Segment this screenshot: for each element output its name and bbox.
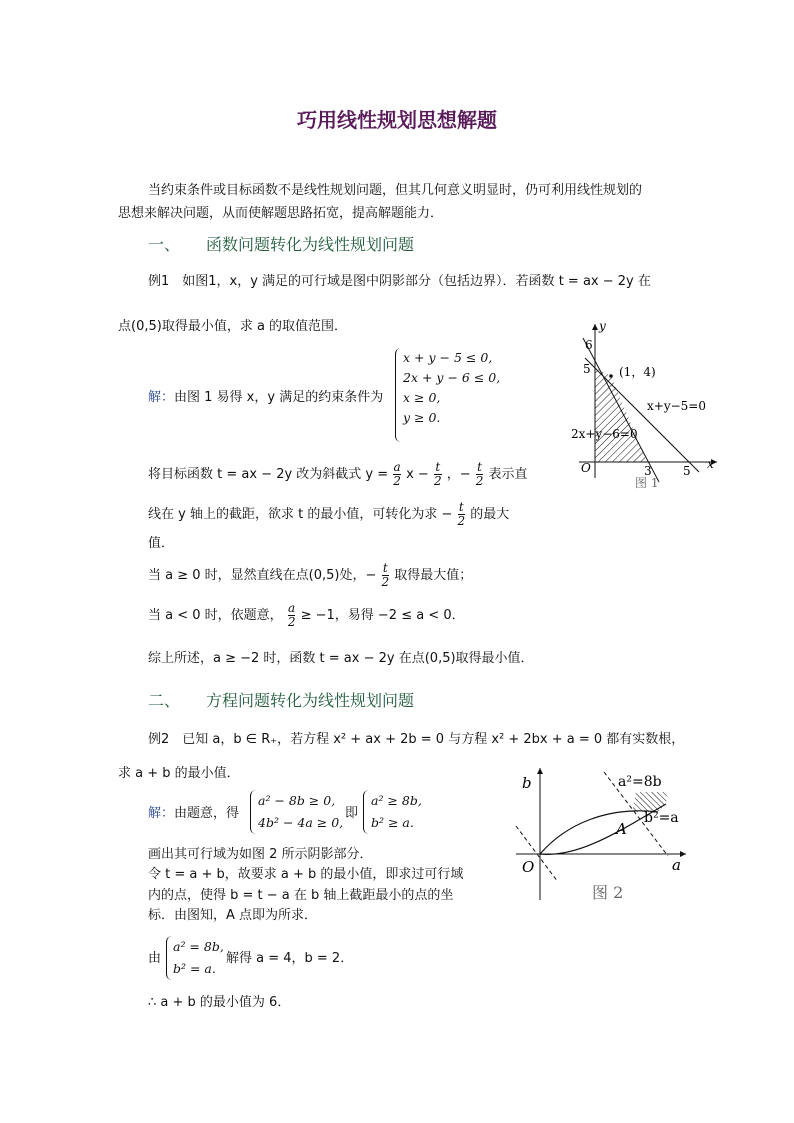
system-2-brace: [363, 790, 370, 834]
text-fragment: 表示直: [488, 467, 528, 482]
solution-1-text: 由图 1 易得 x，y 满足的约束条件为: [174, 390, 384, 405]
solution-2-line-5: 内的点，使得 b = t − a 在 b 轴上截距最小的点的坐: [148, 888, 454, 903]
x-tick-3: 3: [644, 464, 652, 478]
b-axis-label: b: [522, 774, 532, 792]
point-1-4-label: (1，4): [619, 365, 656, 379]
system-2-eq-2: b² ≥ a.: [371, 815, 414, 830]
solution-2-label: 解：: [148, 806, 175, 821]
solution-2-line-7-prefix: 由: [148, 951, 162, 966]
example-2-question: 求 a + b 的最小值．: [118, 766, 240, 781]
x-tick-5: 5: [683, 464, 691, 478]
text-fragment: 取得最大值；: [394, 568, 473, 583]
figure-1-caption: 图 1: [635, 476, 659, 490]
intro-line-2: 思想来解决问题，从而使解题思路拓宽，提高解题能力．: [118, 206, 444, 221]
solution-1-line-7: 值．: [148, 536, 175, 551]
solution-1-line-9: [148, 596, 465, 636]
solution-1-label: 解：: [148, 390, 175, 405]
solution-1-line-6: [148, 495, 509, 535]
system-3: [173, 936, 224, 980]
text-fragment: 的最大: [470, 507, 510, 522]
system-3-eq-1: a² = 8b,: [173, 939, 224, 954]
denominator: 2: [381, 575, 390, 589]
numerator: t: [435, 460, 441, 474]
numerator: t: [458, 500, 464, 514]
vertex-point: [609, 374, 613, 378]
page-title: 巧用线性规划思想解题: [297, 108, 497, 132]
denominator: 2: [457, 514, 466, 528]
fraction-a-over-2: [393, 461, 401, 488]
numerator: a: [288, 601, 296, 615]
figure-1: [565, 318, 725, 494]
denominator: 2: [393, 474, 401, 488]
numerator: t: [477, 460, 482, 474]
a-axis-label: a: [672, 856, 681, 874]
solution-2-line-3: 画出其可行域为如图 2 所示阴影部分．: [148, 847, 373, 862]
section-1-title: 函数问题转化为线性规划问题: [206, 235, 415, 254]
system-3-brace: [166, 936, 173, 980]
curve-label-a2-8b: a²=8b: [618, 774, 662, 790]
fraction-t-over-2: [458, 501, 466, 528]
solution-2-intro: [148, 805, 239, 823]
fraction-t-over-2: [476, 461, 484, 488]
system-2: [371, 790, 422, 834]
system-3-eq-2: b² = a.: [173, 961, 216, 976]
intro-line-1: 当约束条件或目标函数不是线性规划问题，但其几何意义明显时，仍可利用线性规划的: [148, 183, 643, 198]
section-1-heading: [148, 232, 414, 255]
point-A-label: A: [616, 820, 627, 838]
solution-2-line-4: 令 t = a + b，故要求 a + b 的最小值，即求过可行域: [148, 867, 464, 882]
denominator: 2: [287, 615, 296, 629]
example-1-question: 点(0,5)取得最小值，求 a 的取值范围．: [118, 319, 348, 334]
y-axis-label: y: [599, 319, 606, 333]
constraint-brace: [395, 348, 402, 442]
figure-2: [508, 762, 690, 904]
fraction-t-over-2: [434, 461, 442, 488]
text-fragment: 将目标函数 t = ax − 2y 改为斜截式 y =: [148, 467, 389, 482]
system-1-brace: [250, 790, 257, 834]
fraction-t-over-2: [382, 562, 390, 589]
line-label-2x-y-6: 2x+y−6=0: [571, 427, 638, 441]
text-fragment: x −: [406, 467, 429, 482]
solution-2-line-7-result: 解得 a = 4，b = 2．: [226, 951, 354, 966]
system-1: [258, 790, 343, 834]
solution-1-conclusion: 综上所述，a ≥ −2 时，函数 t = ax − 2y 在点(0,5)取得最小值．: [148, 651, 534, 666]
origin-label: O: [581, 461, 591, 475]
numerator: t: [382, 561, 388, 575]
example-1-statement: 例1 如图1，x，y 满足的可行域是图中阴影部分（包括边界）．若函数 t = ax − 2y 在: [148, 274, 651, 289]
fraction-a-over-2: [288, 602, 296, 629]
curve-label-b2-a: b²=a: [644, 810, 679, 826]
system-1-eq-1: a² − 8b ≥ 0,: [258, 793, 336, 808]
line-label-x-y-5: x+y−5=0: [647, 399, 706, 413]
text-fragment: 当 a < 0 时，依题意，: [148, 608, 283, 623]
solution-2-text: 由题意，得: [174, 806, 240, 821]
y-axis-arrow: [592, 324, 598, 330]
figure-2-caption: 图 2: [592, 883, 624, 902]
numerator: a: [393, 460, 401, 474]
constraint-3: x ≥ 0,: [403, 390, 441, 405]
origin-label: O: [522, 858, 535, 876]
solution-2-conclusion: ∴ a + b 的最小值为 6．: [148, 995, 291, 1010]
solution-1-line-5: [148, 455, 528, 495]
text-fragment: ≥ −1，易得 −2 ≤ a < 0．: [300, 608, 465, 623]
system-2-eq-1: a² ≥ 8b,: [371, 793, 422, 808]
x-axis-label: x: [707, 457, 714, 471]
denominator: 2: [475, 474, 484, 488]
section-1-number: 一、: [148, 235, 181, 254]
feasible-region: [595, 368, 647, 462]
b-axis-arrow: [537, 768, 543, 774]
solution-2-line-6: 标．由图知，A 点即为所求．: [148, 908, 318, 923]
y-tick-5: 5: [583, 362, 591, 376]
text-fragment: ，−: [446, 467, 471, 482]
solution-1-line-8: [148, 556, 472, 596]
solution-1-intro: [148, 389, 383, 407]
curve-b2-a: [540, 811, 658, 854]
denominator: 2: [433, 474, 442, 488]
section-2-heading: [148, 688, 414, 711]
text-fragment: 当 a ≥ 0 时，显然直线在点(0,5)处，−: [148, 568, 377, 583]
section-2-title: 方程问题转化为线性规划问题: [206, 691, 415, 710]
section-2-number: 二、: [148, 691, 181, 710]
y-tick-6: 6: [585, 338, 593, 352]
text-fragment: 线在 y 轴上的截距，欲求 t 的最小值，可转化为求 −: [148, 507, 453, 522]
system-1-eq-2: 4b² − 4a ≥ 0,: [258, 815, 344, 830]
constraint-1: x + y − 5 ≤ 0,: [403, 350, 493, 365]
equivalence-word: 即: [345, 806, 359, 821]
example-2-statement: 例2 已知 a，b ∈ R₊，若方程 x² + ax + 2b = 0 与方程 x² + 2bx + a = 0 都有实数根，: [148, 732, 685, 747]
constraint-2: 2x + y − 6 ≤ 0,: [403, 370, 501, 385]
constraint-system: [403, 348, 500, 428]
constraint-4: y ≥ 0.: [403, 410, 441, 425]
